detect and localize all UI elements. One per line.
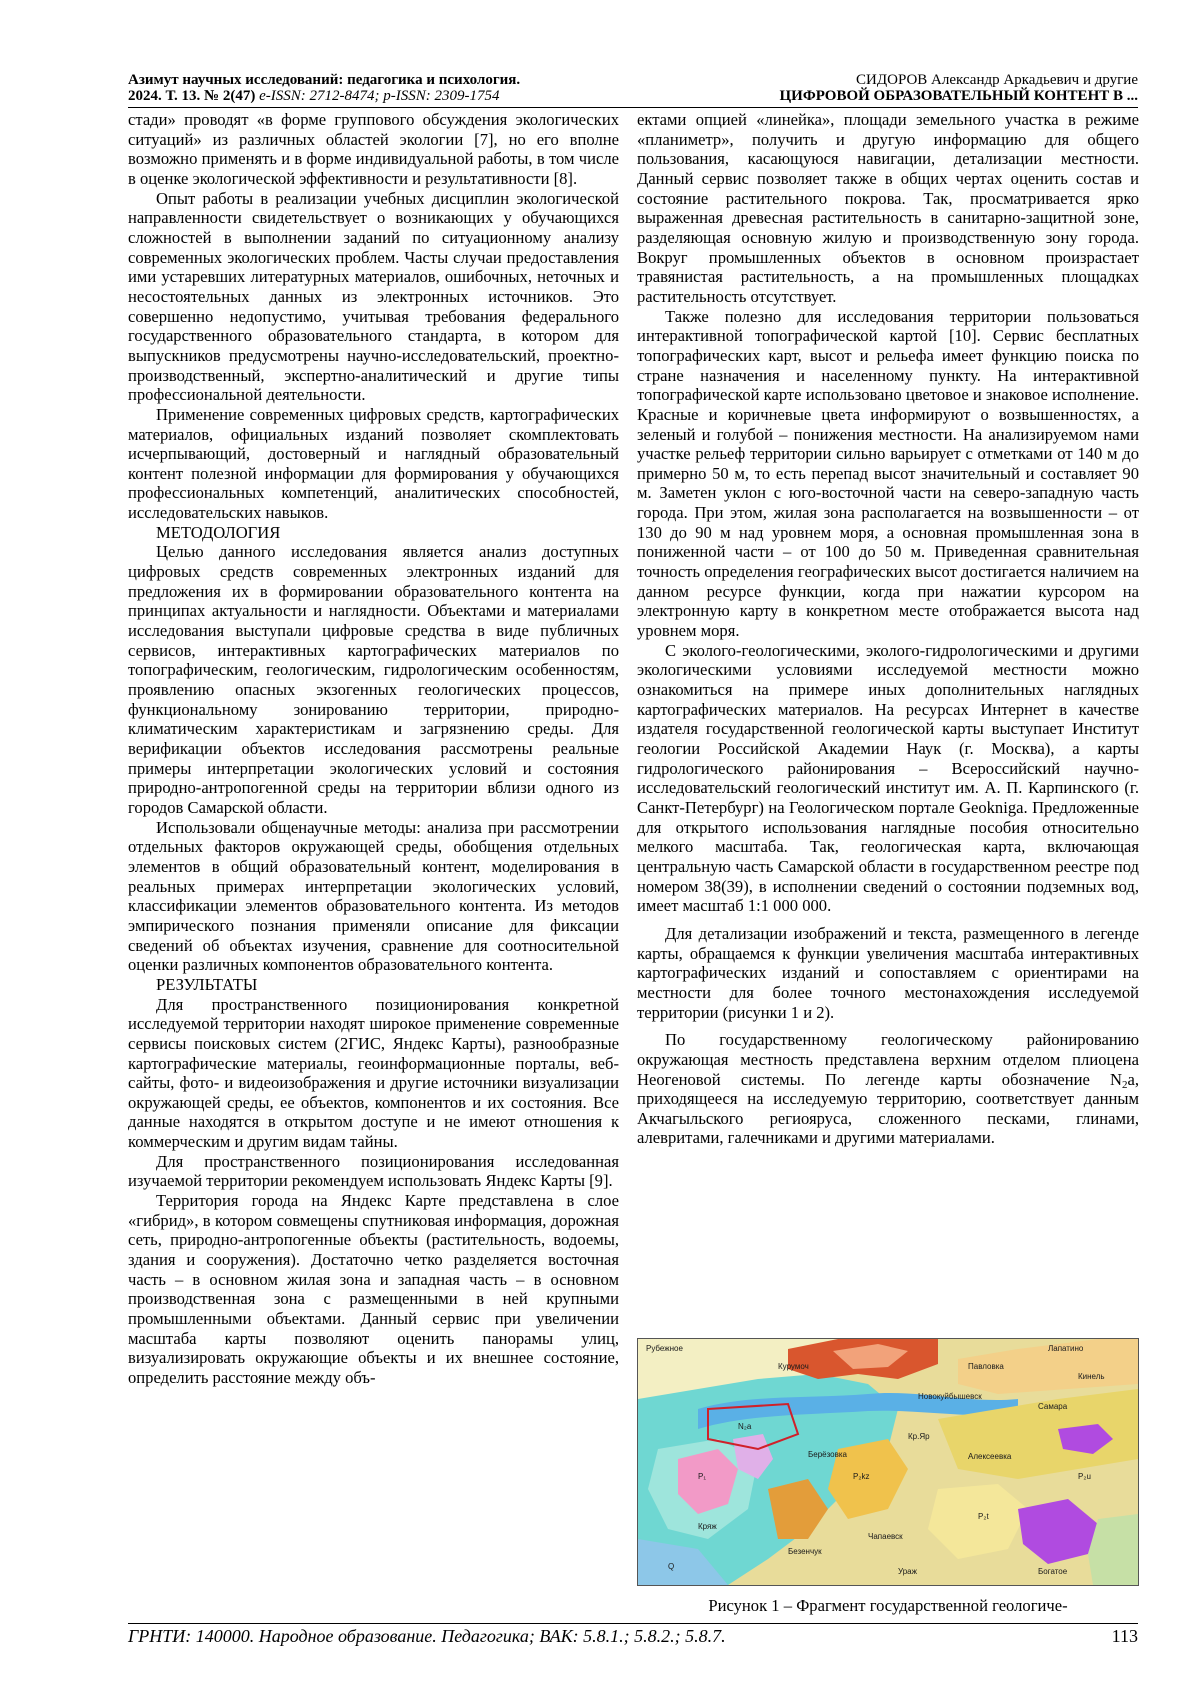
paragraph: ектами опцией «линейка», площади земельного участка в режиме «планиметр», получить и другую информацию для общего пользования, касающуюся навигации, детализации местности. Данный сервис позволяет также в общих чертах оценить состав и состояние растительного покрова. Так, просматривается ярко выраженная древесная растительность в санитарно-защитной зоне, разделяющая основную жилую и производственную зону города. Вокруг промышленных объектов в основном произрастает травянистая растительность, а на промышленных площадках растительность отсутствует. bbox=[637, 110, 1139, 306]
paragraph: Территория города на Яндекс Карте представлена в слое «гибрид», в котором совмещены спутниковая информация, дорожная сеть, природно-антропогенные объекты (растительность, водоемы, здания и сооружения). Достаточно четко разделяется восточная часть – в основном жилая зона и западная часть – в основном производственная зона с размещенными в ней крупными промышленными объектами. Данный сервис при увеличении масштаба карты позволяют оценить панорамы улиц, визуализировать окружающие объекты и их внешнее состояние, определить расстояние между объ- bbox=[128, 1191, 619, 1387]
header-rule bbox=[128, 107, 1138, 108]
map-label: Павловка bbox=[968, 1362, 1004, 1371]
geological-map-figure bbox=[637, 1338, 1139, 1586]
paragraph: Целью данного исследования является анализ доступных цифровых средств современных электронных изданий для предложения их в формировании образовательного контента на принципах актуальности и наглядности. Объектами и материалами исследования выступали цифровые средства в виде публичных сервисов, интерактивных картографических материалов по топографическим, геологическим, гидрологическим особенностям, проявлению опасных экзогенных геологических процессов, функциональному зонированию территории, природно-климатическим характеристикам и загрязнению среды. Для верификации объектов исследования рассмотрены реальные примеры интерпретации экологических условий и состояния природно-антропогенной среды на территории вблизи одного из городов Самарской области. bbox=[128, 542, 619, 817]
paragraph: Для пространственного позиционирования конкретной исследуемой территории находят широкое применение современные сервисы поисковых систем (2ГИС, Яндекс Карты), разнообразные картографические материалы, геоинформационные порталы, веб-сайты, фото- и видеоизображения и другие источники визуализации окружающей среды, ее объектов, компонентов и их состояния. Все данные находятся в открытом доступе и не имеют отношения к коммерческим и другим видам тайны. bbox=[128, 994, 619, 1152]
map-label: Богатое bbox=[1038, 1567, 1068, 1576]
map-label: Р₂kz bbox=[853, 1472, 870, 1481]
map-label: Кр.Яр bbox=[908, 1432, 930, 1441]
map-label: Лапатино bbox=[1048, 1344, 1084, 1353]
map-label: Ураж bbox=[898, 1567, 917, 1576]
paragraph: С эколого-геологическими, эколого-гидрологическими и другими экологическими условиями исследуемой местности можно ознакомиться на примере иных дополнительных наглядных картографических материалов. На ресурсах Интернет в качестве издателя государственной геологической карты выступает Институт геологии Российской Академии Наук (г. Москва), а карты гидрологического районирования – Всероссийский научно-исследовательский геологический институт им. А. П. Карпинского (г. Санкт-Петербург) на Геологическом портале Geokniga. Предложенные для открытого использования наглядные пособия относительно мелкого масштаба. Так, геологическая карта, включающая центральную часть Самарской области в государственном реестре под номером 38(39), в исполнении сведений о состоянии подземных вод, имеет масштаб 1:1 000 000. bbox=[637, 640, 1139, 916]
author-name: СИДОРОВ Александр Аркадьевич и другие bbox=[856, 72, 1138, 88]
paragraph: Для детализации изображений и текста, размещенного в легенде карты, обращаемся к функции увеличения масштаба интерактивных картографических изданий и сопоставляем с ориентирами на местности для более точного местонахождения исследуемой территории (рисунки 1 и 2). bbox=[637, 923, 1139, 1022]
section-heading-results: РЕЗУЛЬТАТЫ bbox=[156, 974, 258, 994]
map-label: Р₂t bbox=[978, 1512, 989, 1521]
subscript-index: 2 bbox=[1121, 1078, 1128, 1091]
map-label: Алексеевка bbox=[968, 1452, 1012, 1461]
running-header-left bbox=[128, 72, 648, 104]
map-label: N₂a bbox=[738, 1422, 752, 1431]
map-label: Курумоч bbox=[778, 1362, 809, 1371]
geological-map-image bbox=[638, 1339, 1138, 1585]
journal-title: Азимут научных исследований: педагогика и психология. bbox=[128, 72, 521, 88]
running-header-right bbox=[618, 72, 1138, 104]
page-number: 113 bbox=[1111, 1626, 1138, 1646]
paragraph: Опыт работы в реализации учебных дисциплин экологической направленности свидетельствует о возникающих у обучающихся сложностей в выполнении заданий по ситуационному анализу современных экологических проблем. Часты случаи предоставления ими устаревших литературных материалов, ошибочных, неточных и несостоятельных данных из электронных источников. Это совершенно недопустимо, учитывая требования федерального государственного образовательного стандарта, в котором для выпускников предусмотрены научно-исследовательский, проектно-производственный, экспертно-аналитический и другие типы профессиональной деятельности. bbox=[128, 188, 619, 405]
journal-volume: 2024. Т. 13. № 2(47) bbox=[128, 88, 256, 104]
left-column bbox=[128, 110, 619, 1597]
geological-map-frame bbox=[637, 1338, 1139, 1586]
paragraph: Также полезно для исследования территории пользоваться интерактивной топографической картой [10]. Сервис бесплатных топографических карт, высот и рельефа имеет функцию поиска по стране назначения и населенному пункту. На интерактивной топографической карте использовано цветовое и знаковое исполнение. Красные и коричневые цвета информируют о возвышенностях, а зеленый и голубой – понижения местности. На анализируемом нами участке рельеф территории сильно варьирует с отметками от 140 м до примерно 50 м, то есть перепад высот значительный и составляет 90 м. Заметен уклон с юго-восточной части на северо-западную часть города. При этом, жилая зона располагается на возвышенности – от 130 до 90 м над уровнем моря, а основная промышленная зона в пониженной части – от 100 до 50 м. Приведенная сравнительная точность определения географических высот достигается наличием на данном ресурсе функции, когда при нажатии курсором на электронную карту в конкретном месте отображается высота над уровнем моря. bbox=[637, 306, 1139, 641]
map-label: Самара bbox=[1038, 1402, 1068, 1411]
figure-caption: Рисунок 1 – Фрагмент государственной геологиче- bbox=[708, 1596, 1068, 1615]
paragraph: Применение современных цифровых средств, картографических материалов, официальных изданий позволяет скомплектовать исчерпывающий, достоверный и наглядный образовательный контент полезной информации для формирования у обучающихся профессиональных компетенций, аналитических способностей, исследовательских навыков. bbox=[128, 404, 619, 523]
paragraph: стади» проводят «в форме группового обсуждения экологических ситуаций» из различных областей экологии [7], но его вполне возможно применять и в форме индивидуальной работы, в том числе в оценке экологической эффективности и результативности [8]. bbox=[128, 110, 619, 188]
journal-issn: e-ISSN: 2712-8474; p-ISSN: 2309-1754 bbox=[259, 88, 500, 104]
map-label: Рубежное bbox=[646, 1344, 683, 1353]
map-label: Берёзовка bbox=[808, 1450, 847, 1459]
paragraph: Для пространственного позиционирования исследованная изучаемой территории рекомендуем использовать Яндекс Карты [9]. bbox=[128, 1151, 619, 1191]
section-heading-methodology: МЕТОДОЛОГИЯ bbox=[156, 522, 281, 542]
right-column bbox=[637, 110, 1139, 1148]
map-label: Чапаевск bbox=[868, 1532, 903, 1541]
map-label: Q bbox=[668, 1562, 675, 1571]
map-label: Кряж bbox=[698, 1522, 717, 1531]
map-label: Безенчук bbox=[788, 1547, 822, 1556]
map-label: Кинель bbox=[1078, 1372, 1105, 1381]
paragraph bbox=[637, 1030, 1139, 1148]
footer-rule bbox=[128, 1623, 1138, 1624]
map-label: Новокуйбышевск bbox=[918, 1392, 982, 1401]
paragraph-text: a, приходящееся на исследуемую территорию, соответствует данным Акчагыльского региояруса, сложенного песками, глинами, алевритами, галечниками и другими материалами. bbox=[637, 1069, 1139, 1148]
paragraph-text: По государственному геологическому районированию окружающая местность представлена верхним отделом плиоцена Неогеновой системы. По легенде карты обозначение N bbox=[637, 1030, 1139, 1089]
article-short-title: ЦИФРОВОЙ ОБРАЗОВАТЕЛЬНЫЙ КОНТЕНТ В ... bbox=[779, 88, 1138, 104]
map-label: P₁ bbox=[698, 1472, 707, 1481]
footer-classification: ГРНТИ: 140000. Народное образование. Педагогика; ВАК: 5.8.1.; 5.8.2.; 5.8.7. bbox=[128, 1626, 726, 1646]
paragraph: Использовали общенаучные методы: анализа при рассмотрении отдельных факторов окружающей среды, обобщения отдельных элементов в общий образовательный контент, моделирования в реальных примерах интерпретации экологических условий, классификации элементов образовательного контента. Из методов эмпирического познания применяли описание для фиксации сведений об объектах изучения, сравнение для соотносительной оценки различных компонентов образовательного контента. bbox=[128, 817, 619, 975]
map-label: Р₂u bbox=[1078, 1472, 1091, 1481]
